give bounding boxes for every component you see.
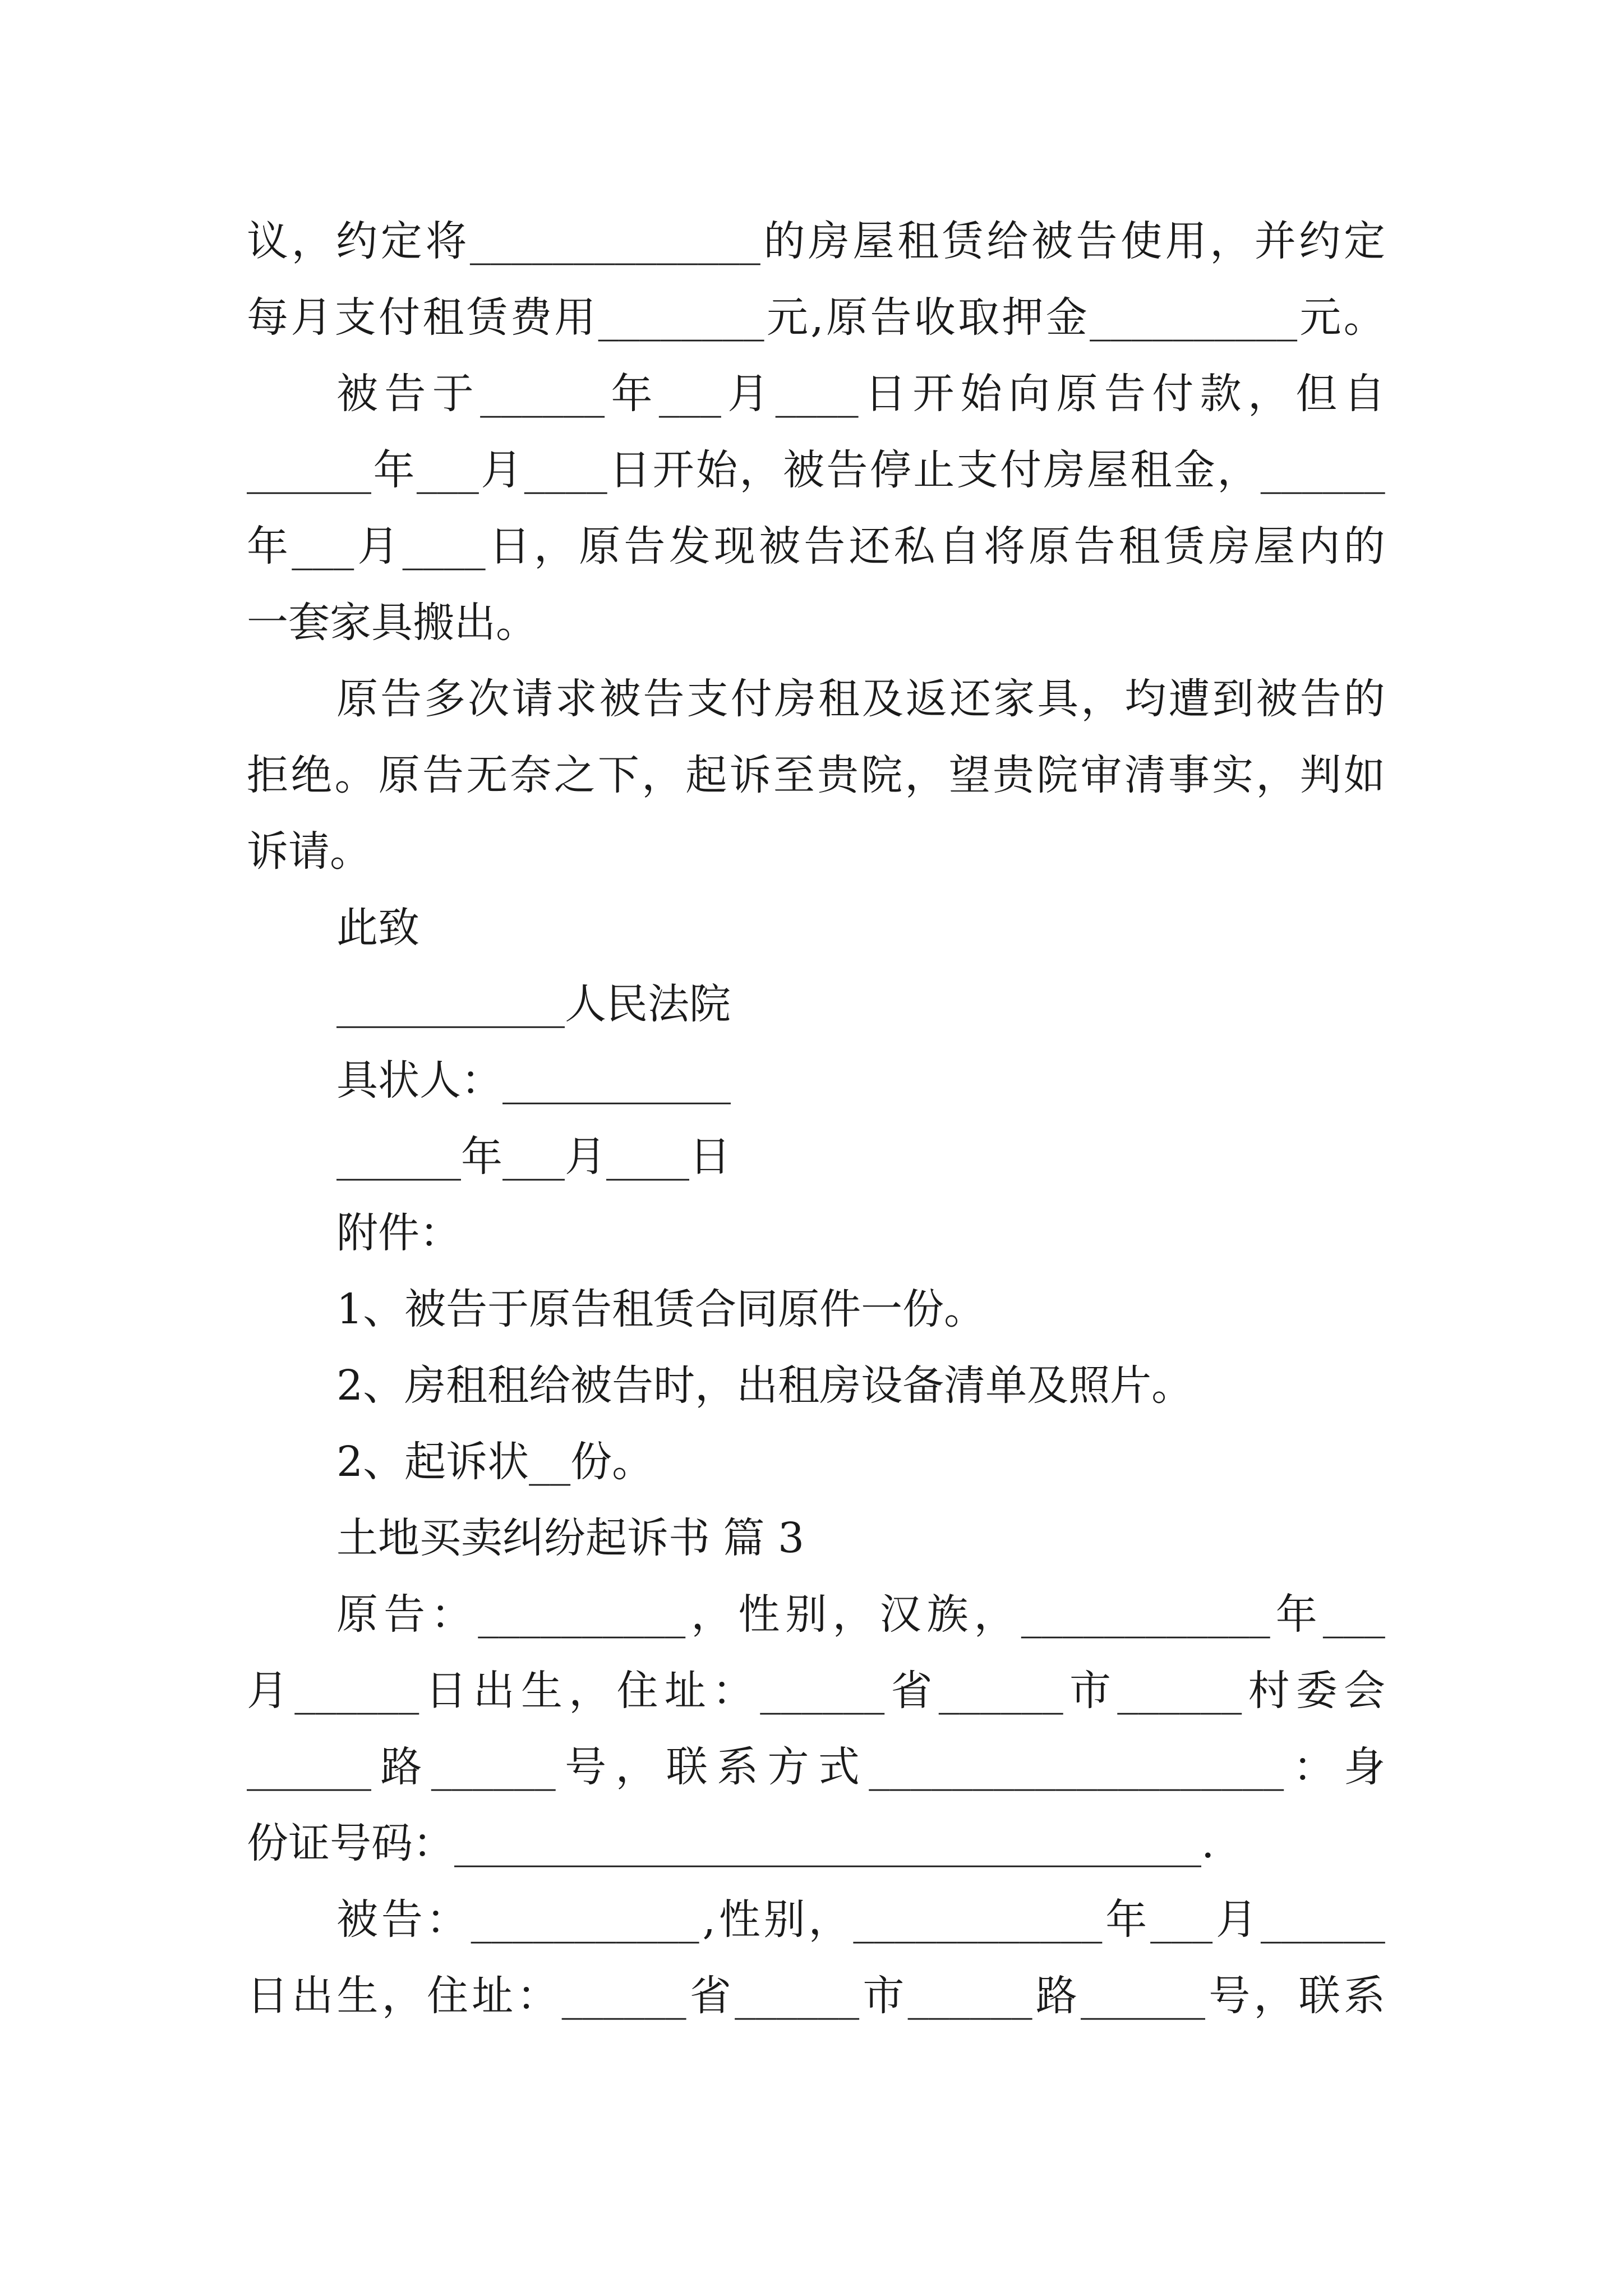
blank-field: ______: [480, 370, 605, 418]
char: 将: [425, 217, 467, 265]
char: 委: [1295, 1667, 1338, 1715]
char: 诉: [729, 751, 771, 799]
signer: 具状人：___________: [336, 1056, 731, 1105]
char: 号: [565, 1743, 607, 1791]
char: 绝: [291, 751, 333, 799]
char: 号: [1209, 1972, 1251, 2020]
blank-field: ______: [1260, 446, 1385, 494]
char: 开: [652, 446, 694, 494]
blank-field: ___: [1322, 1590, 1385, 1639]
char: 生: [336, 1972, 379, 2020]
text-line: [247, 508, 1385, 585]
char: 定: [380, 217, 422, 265]
blank-field: ______: [1117, 1667, 1242, 1715]
char: 望: [948, 751, 990, 799]
char: 赁: [942, 217, 984, 265]
char: 付: [378, 293, 420, 342]
blank-field: ___: [658, 370, 721, 418]
char: 家: [993, 675, 1035, 723]
char: 遭: [1168, 675, 1210, 723]
char: 贵: [992, 751, 1034, 799]
char: 房: [1043, 446, 1085, 494]
blank-field: ____________: [1021, 1590, 1270, 1639]
text-line: 份证号码：____________________________________.: [247, 1819, 1215, 1867]
char: 的: [1343, 675, 1385, 723]
text-line: [247, 279, 1385, 356]
text-line: 诉请。: [247, 827, 371, 876]
char: 租: [422, 293, 464, 342]
char: ：: [426, 1895, 468, 1944]
text-line: [247, 203, 1385, 279]
char: 族: [926, 1590, 969, 1639]
char: 被: [782, 446, 824, 494]
char: 告: [381, 1895, 423, 1944]
char: 原: [1029, 522, 1071, 570]
char: 元: [766, 293, 808, 342]
char: 内: [1298, 522, 1340, 570]
char: 告: [422, 751, 464, 799]
char: 次: [468, 675, 510, 723]
char: 用: [554, 293, 596, 342]
char: 用: [1165, 217, 1207, 265]
char: 联: [666, 1743, 708, 1791]
char: 别: [785, 1590, 827, 1639]
blank-field: ______: [1081, 1972, 1206, 2020]
char: ，: [1248, 370, 1289, 418]
char: ，: [974, 1590, 1016, 1639]
char: 告: [1076, 217, 1118, 265]
char: 清: [1124, 751, 1166, 799]
attachment-item: 2、房租租给被告时，出租房设备清单及照片。: [336, 1361, 1193, 1410]
char: 年: [247, 522, 288, 570]
char: 多: [424, 675, 466, 723]
text-line: [247, 737, 1385, 813]
blank-field: ________: [598, 293, 764, 342]
char: 自: [1343, 370, 1385, 418]
text-line: [247, 1729, 1385, 1805]
char: 月: [291, 293, 333, 342]
char: 出: [473, 1667, 515, 1715]
char: ，: [534, 522, 576, 570]
char: 原: [336, 1590, 378, 1639]
char: 被: [1031, 217, 1073, 265]
char: 止: [913, 446, 955, 494]
char: 。: [1343, 293, 1385, 342]
char: 被: [336, 1895, 378, 1944]
char: 金: [1173, 446, 1215, 494]
blank-field: ______: [247, 446, 371, 494]
char: 的: [1343, 522, 1385, 570]
char: 市: [1069, 1667, 1111, 1715]
char: 给: [986, 217, 1029, 265]
char: 屋: [1253, 522, 1295, 570]
char: 无: [466, 751, 508, 799]
char: 年: [373, 446, 415, 494]
blank-field: ______: [431, 1743, 556, 1791]
char: 实: [1212, 751, 1254, 799]
char: 之: [554, 751, 596, 799]
char: 联: [1298, 1972, 1340, 2020]
char: 于: [432, 370, 474, 418]
blank-field: ______: [938, 1667, 1063, 1715]
char: 会: [1344, 1667, 1385, 1715]
char: 身: [1343, 1743, 1385, 1791]
char: ：: [517, 1972, 559, 2020]
char: 至: [773, 751, 815, 799]
char: ，: [615, 1743, 657, 1791]
char: 停: [869, 446, 911, 494]
blank-field: ______________: [469, 217, 760, 265]
char: 如: [1343, 751, 1385, 799]
char: 返: [906, 675, 948, 723]
char: 判: [1299, 751, 1341, 799]
char: ，: [808, 1895, 850, 1944]
char: 市: [863, 1972, 905, 2020]
char: 的: [763, 217, 805, 265]
blank-field: ______: [247, 1743, 371, 1791]
blank-field: ______: [561, 1972, 686, 2020]
char: 求: [555, 675, 597, 723]
char: ，: [1253, 1972, 1295, 2020]
char: 始: [696, 446, 738, 494]
char: 起: [685, 751, 727, 799]
blank-field: ______: [735, 1972, 860, 2020]
char: 告: [1104, 370, 1146, 418]
char: 付: [1000, 446, 1042, 494]
char: 请: [511, 675, 554, 723]
char: 汉: [879, 1590, 921, 1639]
char: 议: [247, 217, 288, 265]
text-line: [336, 1576, 1385, 1653]
char: 下: [597, 751, 639, 799]
char: 租: [1118, 522, 1160, 570]
blank-field: __________: [1090, 293, 1298, 342]
text-line: [336, 661, 1385, 737]
char: 自: [938, 522, 980, 570]
char: 及: [861, 675, 903, 723]
char: 贵: [817, 751, 859, 799]
char: ,: [702, 1895, 716, 1944]
salutation: 此致: [336, 904, 419, 952]
char: 告: [384, 370, 426, 418]
char: 系: [717, 1743, 759, 1791]
char: 付: [730, 675, 772, 723]
char: 月: [481, 446, 523, 494]
char: 始: [960, 370, 1002, 418]
char: 院: [1036, 751, 1078, 799]
char: ，: [1217, 446, 1259, 494]
char: 院: [861, 751, 903, 799]
text-line: [247, 432, 1385, 508]
char: 生: [521, 1667, 562, 1715]
char: 屋: [852, 217, 895, 265]
char: 支: [686, 675, 728, 723]
char: 住: [616, 1667, 658, 1715]
char: 。: [334, 751, 376, 799]
char: 还: [849, 522, 891, 570]
char: 月: [1215, 1895, 1257, 1944]
char: 房: [808, 217, 850, 265]
char: 月: [357, 522, 399, 570]
section-title: 土地买卖纠纷起诉书 篇 3: [336, 1514, 805, 1562]
text-line: [336, 356, 1385, 432]
char: 到: [1212, 675, 1254, 723]
char: 原: [826, 293, 868, 342]
char: 路: [1035, 1972, 1077, 2020]
char: 年: [1275, 1590, 1317, 1639]
char: 日: [425, 1667, 467, 1715]
char: 开: [912, 370, 955, 418]
char: ，: [691, 1590, 733, 1639]
char: 日: [247, 1972, 288, 2020]
char: 告: [384, 1590, 426, 1639]
char: ，: [1210, 217, 1252, 265]
char: 被: [336, 370, 378, 418]
text-line: [247, 1653, 1385, 1729]
text-line: [336, 1881, 1385, 1958]
char: 并: [1254, 217, 1296, 265]
char: ，: [1081, 675, 1123, 723]
char: 省: [689, 1972, 731, 2020]
char: 还: [949, 675, 992, 723]
char: 路: [380, 1743, 422, 1791]
char: 但: [1295, 370, 1338, 418]
char: 月: [247, 1667, 288, 1715]
char: 付: [1152, 370, 1194, 418]
char: 支: [334, 293, 376, 342]
char: 每: [247, 293, 288, 342]
blank-field: ___: [1150, 1895, 1213, 1944]
attachment-item: 2、起诉状__份。: [336, 1438, 654, 1486]
char: 方: [767, 1743, 809, 1791]
char: 址: [664, 1667, 706, 1715]
char: 押: [1002, 293, 1044, 342]
char: 金: [1045, 293, 1087, 342]
char: 性: [738, 1590, 780, 1639]
char: 赁: [1163, 522, 1205, 570]
blank-field: __________: [478, 1590, 686, 1639]
char: 事: [1168, 751, 1210, 799]
char: 月: [727, 370, 769, 418]
char: 告: [804, 522, 846, 570]
blank-field: ____________: [853, 1895, 1103, 1944]
char: 租: [1130, 446, 1172, 494]
char: 性: [718, 1895, 760, 1944]
char: 约: [336, 217, 378, 265]
char: 原: [1056, 370, 1098, 418]
char: 现: [713, 522, 755, 570]
court-name: ___________人民法院: [336, 980, 731, 1028]
char: ，: [381, 1972, 423, 2020]
char: 发: [668, 522, 711, 570]
char: ,: [810, 293, 824, 342]
blank-field: ___: [292, 522, 354, 570]
char: 村: [1248, 1667, 1290, 1715]
blank-field: ____: [775, 370, 859, 418]
char: ，: [291, 217, 333, 265]
char: 将: [984, 522, 1026, 570]
char: 告: [624, 522, 666, 570]
char: 省: [891, 1667, 933, 1715]
char: 址: [472, 1972, 514, 2020]
char: 租: [897, 217, 939, 265]
char: 支: [956, 446, 998, 494]
attachment-item: 1、被告于原告租赁合同原件一份。: [336, 1285, 986, 1333]
char: 租: [818, 675, 860, 723]
char: 被: [1256, 675, 1298, 723]
char: ，: [1256, 751, 1298, 799]
char: 住: [426, 1972, 468, 2020]
char: ：: [1293, 1743, 1335, 1791]
char: 出: [292, 1972, 334, 2020]
char: 奈: [510, 751, 552, 799]
char: 收: [914, 293, 956, 342]
char: 房: [774, 675, 816, 723]
char: 原: [579, 522, 621, 570]
char: 具: [1037, 675, 1079, 723]
char: 取: [958, 293, 1000, 342]
char: 定: [1343, 217, 1385, 265]
char: ，: [905, 751, 947, 799]
text-line: 一套家具搬出。: [247, 599, 537, 647]
blank-field: ____: [402, 522, 486, 570]
char: 日: [488, 522, 531, 570]
char: 日: [609, 446, 651, 494]
blank-field: ______: [760, 1667, 885, 1715]
char: 被: [759, 522, 801, 570]
char: 使: [1121, 217, 1163, 265]
char: 屋: [1087, 446, 1128, 494]
char: 向: [1008, 370, 1050, 418]
char: 拒: [247, 751, 288, 799]
char: ，: [739, 446, 781, 494]
char: 告: [380, 675, 422, 723]
char: 日: [865, 370, 906, 418]
blank-field: ____________________: [869, 1743, 1284, 1791]
char: 赁: [466, 293, 508, 342]
char: 被: [599, 675, 641, 723]
char: 告: [826, 446, 868, 494]
char: 别: [763, 1895, 805, 1944]
char: 均: [1124, 675, 1166, 723]
char: 式: [818, 1743, 860, 1791]
char: ，: [642, 751, 684, 799]
char: ：: [712, 1667, 754, 1715]
blank-field: ___________: [471, 1895, 699, 1944]
char: ，: [832, 1590, 874, 1639]
char: 约: [1299, 217, 1341, 265]
char: ，: [569, 1667, 611, 1715]
blank-field: ______: [1260, 1895, 1385, 1944]
char: 审: [1080, 751, 1122, 799]
char: 元: [1299, 293, 1341, 342]
attachments-heading: 附件：: [336, 1209, 461, 1257]
char: 私: [893, 522, 935, 570]
char: 原: [378, 751, 420, 799]
char: 系: [1343, 1972, 1385, 2020]
date-line: ______年___月____日: [336, 1133, 731, 1181]
text-line: [247, 1958, 1385, 2034]
char: 告: [1073, 522, 1115, 570]
blank-field: ______: [907, 1972, 1032, 2020]
char: 年: [1105, 1895, 1147, 1944]
blank-field: ______: [294, 1667, 419, 1715]
char: 告: [870, 293, 912, 342]
blank-field: ____: [524, 446, 607, 494]
char: 款: [1200, 370, 1242, 418]
char: 费: [510, 293, 552, 342]
char: ：: [431, 1590, 473, 1639]
blank-field: ___: [416, 446, 479, 494]
char: 年: [611, 370, 653, 418]
char: 房: [1209, 522, 1251, 570]
char: 告: [643, 675, 685, 723]
char: 告: [1299, 675, 1341, 723]
char: 原: [336, 675, 378, 723]
